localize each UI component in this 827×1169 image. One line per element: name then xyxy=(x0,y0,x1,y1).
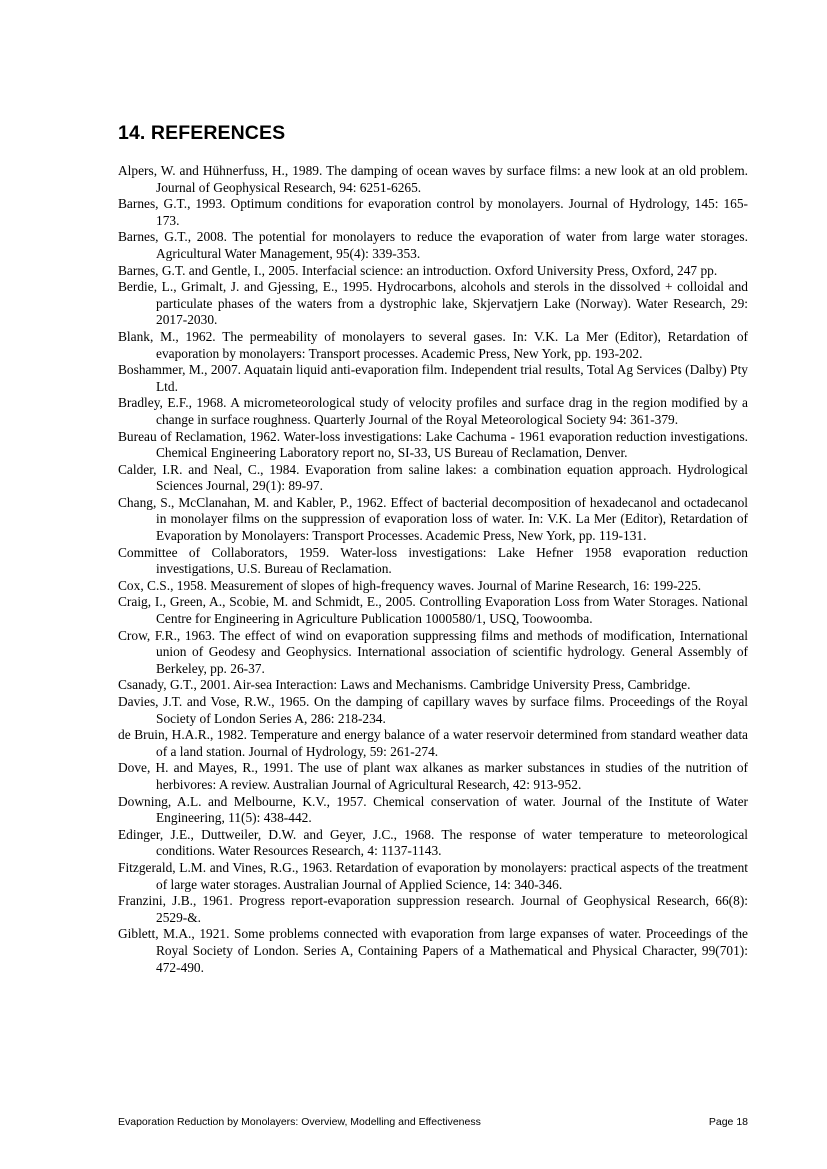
reference-item: de Bruin, H.A.R., 1982. Temperature and energy balance of a water reservoir determined from standard weather data of a land station. Journal of Hydrology, 59: 261-274. xyxy=(118,727,748,759)
reference-item: Chang, S., McClanahan, M. and Kabler, P., 1962. Effect of bacterial decomposition of hexadecanol and octadecanol in monolayer films on the suppression of evaporation loss of water. In: V.K. La Mer (Editor), Retardation of Evaporation by Monolayers: Transport Processes. Academic Press, New York, pp. 119-131. xyxy=(118,494,748,544)
reference-item: Barnes, G.T., 2008. The potential for monolayers to reduce the evaporation of water from large water storages. Agricultural Water Management, 95(4): 339-353. xyxy=(118,229,748,261)
reference-item: Boshammer, M., 2007. Aquatain liquid anti-evaporation film. Independent trial results, Total Ag Services (Dalby) Pty Ltd. xyxy=(118,362,748,394)
reference-item: Franzini, J.B., 1961. Progress report-evaporation suppression research. Journal of Geophysical Research, 66(8): 2529-&. xyxy=(118,893,748,925)
reference-item: Dove, H. and Mayes, R., 1991. The use of plant wax alkanes as marker substances in studies of the nutrition of herbivores: A review. Australian Journal of Agricultural Research, 42: 913-952. xyxy=(118,760,748,792)
reference-item: Craig, I., Green, A., Scobie, M. and Schmidt, E., 2005. Controlling Evaporation Loss from Water Storages. National Centre for Engineering in Agriculture Publication 1000580/1, USQ, Toowoomba. xyxy=(118,594,748,627)
reference-item: Downing, A.L. and Melbourne, K.V., 1957. Chemical conservation of water. Journal of the Institute of Water Engineering, 11(5): 438-442. xyxy=(118,793,748,826)
reference-item: Davies, J.T. and Vose, R.W., 1965. On the damping of capillary waves by surface films. Proceedings of the Royal Society of London Series A, 286: 218-234. xyxy=(118,694,748,726)
reference-item: Cox, C.S., 1958. Measurement of slopes of high-frequency waves. Journal of Marine Research, 16: 199-225. xyxy=(118,577,702,593)
reference-item: Csanady, G.T., 2001. Air-sea Interaction: Laws and Mechanisms. Cambridge University Press, Cambridge. xyxy=(118,677,691,693)
section-heading: 14. REFERENCES xyxy=(118,122,286,144)
reference-item: Committee of Collaborators, 1959. Water-loss investigations: Lake Hefner 1958 evaporation reduction investigations, U.S. Bureau of Reclamation. xyxy=(118,544,748,577)
footer-document-title: Evaporation Reduction by Monolayers: Overview, Modelling and Effectiveness xyxy=(118,1116,481,1128)
reference-item: Fitzgerald, L.M. and Vines, R.G., 1963. Retardation of evaporation by monolayers: practical aspects of the treatment of large water storages. Australian Journal of Applied Science, 14: 340-346. xyxy=(118,859,748,892)
reference-item: Blank, M., 1962. The permeability of monolayers to several gases. In: V.K. La Mer (Editor), Retardation of evaporation by monolayers: Transport processes. Academic Press, New York, pp. 193-202. xyxy=(118,328,748,361)
reference-item: Barnes, G.T. and Gentle, I., 2005. Interfacial science: an introduction. Oxford University Press, Oxford, 247 pp. xyxy=(118,262,718,278)
reference-item: Berdie, L., Grimalt, J. and Gjessing, E., 1995. Hydrocarbons, alcohols and sterols in the dissolved + colloidal and particulate phases of the waters from a dystrophic lake, Skjervatjern Lake (Norway). Water Research, 29: 2017-2030. xyxy=(118,279,748,328)
reference-item: Crow, F.R., 1963. The effect of wind on evaporation suppressing films and methods of modification, International union of Geodesy and Geophysics. International association of scientific hydrology. General Assembly of Berkeley, pp. 26-37. xyxy=(118,627,748,676)
reference-item: Barnes, G.T., 1993. Optimum conditions for evaporation control by monolayers. Journal of Hydrology, 145: 165-173. xyxy=(118,196,748,228)
reference-list xyxy=(118,163,748,976)
reference-item: Giblett, M.A., 1921. Some problems connected with evaporation from large expanses of water. Proceedings of the Royal Society of London. Series A, Containing Papers of a Mathematical and Physical Character, 99(701): 472-490. xyxy=(118,926,748,975)
reference-item: Edinger, J.E., Duttweiler, D.W. and Geyer, J.C., 1968. The response of water temperature to meteorological conditions. Water Resources Research, 4: 1137-1143. xyxy=(118,826,748,859)
reference-item: Bradley, E.F., 1968. A micrometeorological study of velocity profiles and surface drag in the region modified by a change in surface roughness. Quarterly Journal of the Royal Meteorological Society 94: 361-379. xyxy=(118,395,748,427)
reference-item: Bureau of Reclamation, 1962. Water-loss investigations: Lake Cachuma - 1961 evaporation reduction investigations. Chemical Engineering Laboratory report no, SI-33, US Bureau of Reclamation, Denver. xyxy=(118,428,748,461)
footer-page-number: Page 18 xyxy=(708,1116,748,1128)
reference-item: Alpers, W. and Hühnerfuss, H., 1989. The damping of ocean waves by surface films: a new look at an old problem. Journal of Geophysical Research, 94: 6251-6265. xyxy=(118,163,748,195)
reference-item: Calder, I.R. and Neal, C., 1984. Evaporation from saline lakes: a combination equation approach. Hydrological Sciences Journal, 29(1): 89-97. xyxy=(118,461,748,494)
